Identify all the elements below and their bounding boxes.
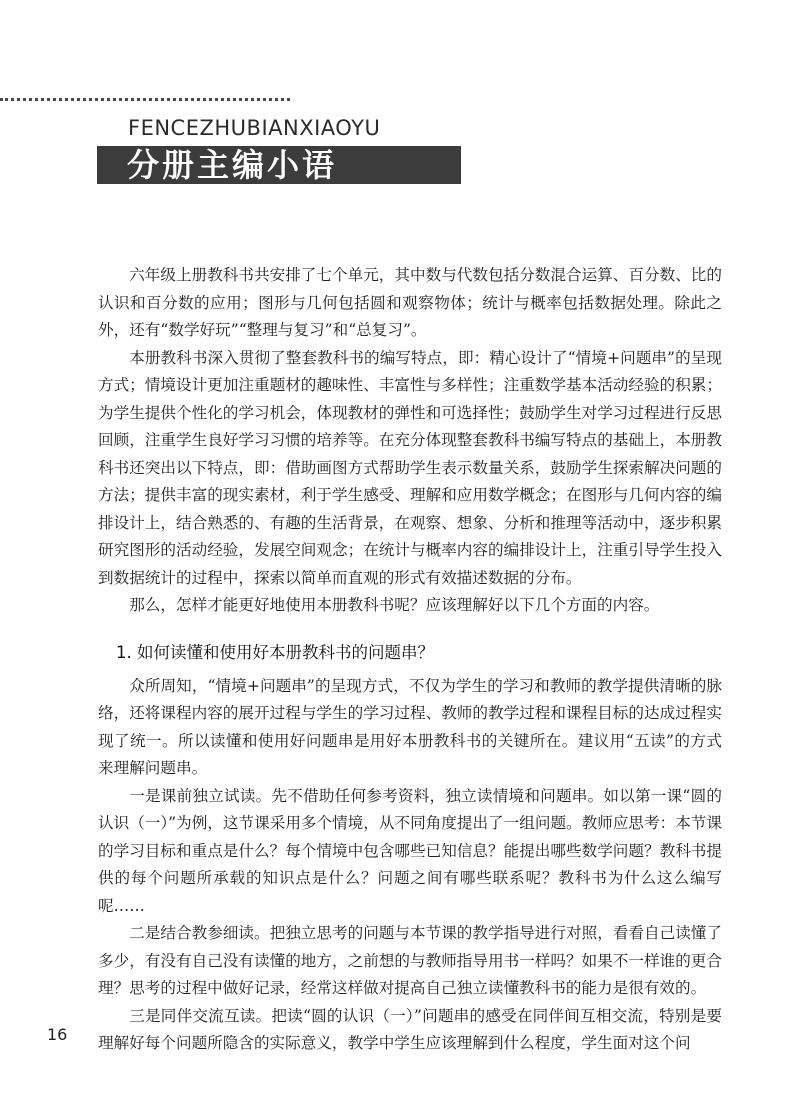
main-content — [98, 262, 722, 1058]
dotted-rule — [0, 98, 290, 101]
title-bar — [97, 146, 461, 184]
intro-paragraph-1: 六年级上册教科书共安排了七个单元，其中数与代数包括分数混合运算、百分数、比的认识和百分数的应用；图形与几何包括圆和观察物体；统计与概率包括数据处理。除此之外，还有“数学好玩”“整理与复习”和“总复习”。 — [98, 266, 722, 339]
section-paragraph-4: 三是同伴交流互读。把读“圆的认识（一）”问题串的感受在同伴间互相交流，特别是要理解好每个问题所隐含的实际意义，教学中学生应该理解到什么程度，学生面对这个问 — [98, 1006, 722, 1052]
page-title: 分册主编小语 — [127, 146, 338, 184]
section-paragraph-2: 一是课前独立试读。先不借助任何参考资料，独立读情境和问题串。如以第一课“圆的认识（一）”为例，这节课采用多个情境，从不同角度提出了一组问题。教师应思考：本节课的学习目标和重点是什么？每个情境中包含哪些已知信息？能提出哪些数学问题？教科书提供的每个问题所承载的知识点是什么？问题之间有哪些联系呢？教科书为什么这么编写呢…… — [98, 786, 722, 915]
page-number: 16 — [47, 1025, 68, 1044]
header-pinyin: FENCEZHUBIANXIAOYU — [128, 116, 381, 140]
section-heading: 1. 如何读懂和使用好本册教科书的问题串？ — [116, 642, 434, 662]
intro-paragraph-2: 本册教科书深入贯彻了整套教科书的编写特点，即：精心设计了“情境+问题串”的呈现方式；情境设计更加注重题材的趣味性、丰富性与多样性；注重数学基本活动经验的积累；为学生提供个性化的学习机会，体现教材的弹性和可选择性；鼓励学生对学习过程进行反思回顾，注重学生良好学习习惯的培养等。在充分体现整套教科书编写特点的基础上，本册教科书还突出以下特点，即：借助画图方式帮助学生表示数量关系，鼓励学生探索解决问题的方法；提供丰富的现实素材，利于学生感受、理解和应用数学概念；在图形与几何内容的编排设计上，结合熟悉的、有趣的生活背景，在观察、想象、分析和推理等活动中，逐步积累研究图形的活动经验，发展空间观念；在统计与概率内容的编排设计上，注重引导学生投入到数据统计的过程中，探索以简单而直观的形式有效描述数据的分布。 — [98, 348, 722, 587]
section-paragraph-1: 众所周知，“情境+问题串”的呈现方式，不仅为学生的学习和教师的教学提供清晰的脉络，还将课程内容的展开过程与学生的学习过程、教师的教学过程和课程目标的达成过程实现了统一。所以读懂和使用好问题串是用好本册教科书的关键所在。建议用“五读”的方式来理解问题串。 — [98, 676, 722, 777]
intro-paragraph-3: 那么，怎样才能更好地使用本册教科书呢？应该理解好以下几个方面的内容。 — [129, 596, 660, 614]
section-paragraph-3: 二是结合教参细读。把独立思考的问题与本节课的教学指导进行对照，看看自己读懂了多少，有没有自己没有读懂的地方，之前想的与教师指导用书一样吗？如果不一样谁的更合理？思考的过程中做好记录，经常这样做对提高自己独立读懂教科书的能力是很有效的。 — [98, 924, 722, 997]
